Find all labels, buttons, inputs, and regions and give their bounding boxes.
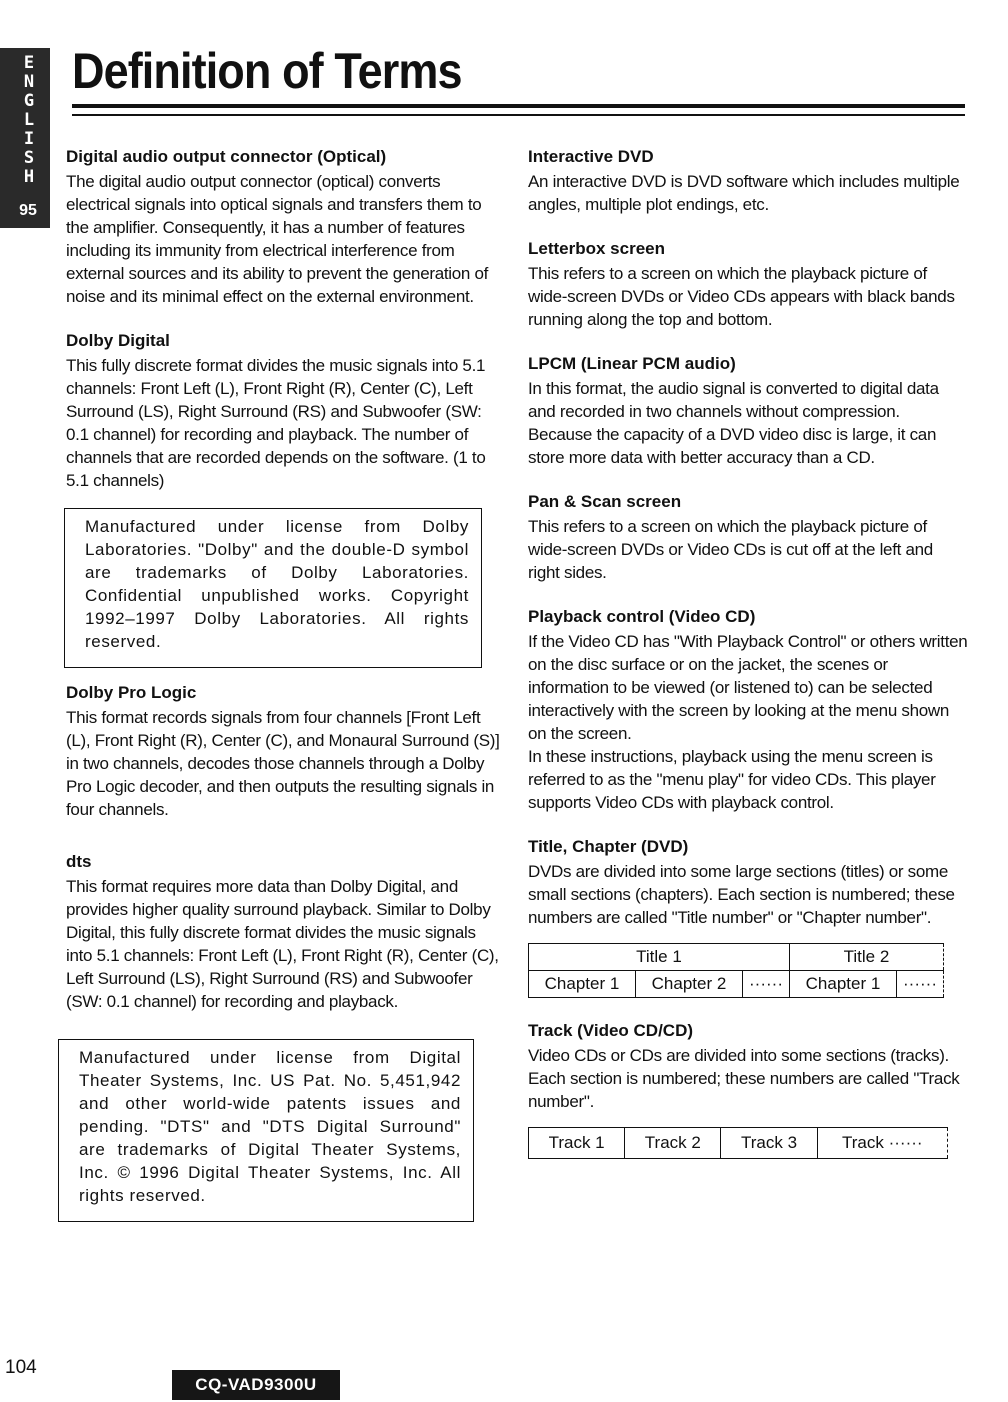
term-body: This refers to a screen on which the playback picture of wide-screen DVDs or Video CDs appears with black bands running along the top and bottom.: [528, 264, 955, 329]
term-track: [528, 1020, 968, 1113]
term-letterbox-screen: [528, 238, 968, 331]
page-title: Definition of Terms: [72, 43, 462, 99]
term-body: This refers to a screen on which the playback picture of wide-screen DVDs or Video CDs is cut off at the left and right sides.: [528, 517, 933, 582]
term-dolby-pro-logic: [66, 682, 502, 821]
diagram-title-row: [529, 944, 944, 971]
language-letters: [14, 54, 44, 187]
term-title-chapter: [528, 836, 968, 929]
track-diagram: [528, 1127, 948, 1159]
term-body: The digital audio output connector (optical) converts electrical signals into optical signals and transfers them to the amplifier. Consequently, it has a number of features including its immunity from electrical interference from external sources and its ability to prevent the generation of noise and its minimal effect on the external environment.: [66, 172, 489, 306]
term-body: In this format, the audio signal is converted to digital data and recorded in two channels without compression. Because the capacity of a DVD video disc is large, it can store more data with better accuracy than a CD.: [528, 379, 939, 467]
language-letter: N: [23, 72, 35, 92]
language-letter: E: [23, 53, 35, 73]
term-body-continued: In these instructions, playback using the menu screen is referred to as the "menu play" for video CDs. This player supports Video CDs with playback control.: [528, 747, 936, 812]
section-number: 95: [19, 202, 37, 219]
term-dts: [66, 851, 502, 1013]
diagram-chapter-cell: Chapter 2: [636, 971, 743, 998]
term-heading: Track (Video CD/CD): [528, 1021, 694, 1040]
diagram-title-cell: Title 2: [790, 944, 944, 971]
diagram-chapter-cell: ······: [743, 971, 790, 998]
term-heading: Dolby Pro Logic: [66, 683, 197, 702]
term-body: This format requires more data than Dolby Digital, and provides higher quality surround playback. Similar to Dolby Digital, this fully discrete format divides the music signals into 5.1 channels: Front Left (L), Front Right (R), Center (C), Left Surround (LS), Right Surround (RS) and Subwoofer (SW: 0.1 channel) for recording and playback.: [66, 877, 499, 1011]
diagram-track-cell: Track ······: [817, 1128, 947, 1159]
language-letter: G: [23, 91, 35, 111]
title-rule-thin: [72, 114, 965, 116]
term-heading: Pan & Scan screen: [528, 492, 682, 511]
language-letter: L: [23, 110, 35, 130]
model-badge: CQ-VAD9300U: [172, 1370, 340, 1400]
term-dolby-digital: [66, 330, 502, 492]
right-column: [528, 146, 968, 1181]
diagram-chapter-cell: Chapter 1: [790, 971, 897, 998]
language-letter: S: [23, 148, 35, 168]
term-heading: Digital audio output connector (Optical): [66, 147, 387, 166]
title-chapter-diagram: [528, 943, 944, 998]
term-optical-connector: [66, 146, 502, 308]
page-number: 104: [5, 1357, 37, 1378]
term-heading: dts: [66, 852, 92, 871]
language-letter: H: [23, 167, 35, 187]
diagram-chapter-row: [529, 971, 944, 998]
term-body: If the Video CD has "With Playback Control" or others written on the disc surface or on the jacket, the scenes or information to be viewed (or listened to) can be selected interactively with the screen by looking at the menu shown on the screen.: [528, 632, 968, 743]
term-lpcm: [528, 353, 968, 469]
diagram-chapter-cell: ······: [897, 971, 944, 998]
left-column: [66, 146, 502, 1236]
term-pan-scan-screen: [528, 491, 968, 584]
language-side-tab: [0, 48, 50, 228]
diagram-title-cell: Title 1: [529, 944, 790, 971]
diagram-track-cell: Track 2: [625, 1128, 721, 1159]
dolby-license-notice: Manufactured under license from Dolby Laboratories. "Dolby" and the double-D symbol are trademarks of Dolby Laboratories. Confidential unpublished works. Copyright 1992–1997 Dolby Laboratories. All rights reserved.: [64, 508, 482, 668]
language-letter: I: [23, 129, 35, 149]
term-heading: Letterbox screen: [528, 239, 665, 258]
term-heading: Playback control (Video CD): [528, 607, 756, 626]
term-heading: Dolby Digital: [66, 331, 170, 350]
term-heading: LPCM (Linear PCM audio): [528, 354, 736, 373]
term-body: This format records signals from four channels [Front Left (L), Front Right (R), Center (C), and Monaural Surround (S)] in two channels, decodes those channels through a Dolby Pro Logic decoder, and then outputs the resulting signals in four channels.: [66, 708, 500, 819]
term-body: An interactive DVD is DVD software which includes multiple angles, multiple plot endings, etc.: [528, 172, 960, 214]
term-body: This fully discrete format divides the music signals into 5.1 channels: Front Left (L), Front Right (R), Center (C), Left Surround (LS), Right Surround (RS) and Subwoofer (SW: 0.1 channel) for recording and playback. The number of channels that are recorded depends on the software. (1 to 5.1 channels): [66, 356, 486, 490]
term-heading: Interactive DVD: [528, 147, 654, 166]
diagram-track-row: [529, 1128, 948, 1159]
term-body: Video CDs or CDs are divided into some sections (tracks). Each section is numbered; these numbers are called "Track number".: [528, 1046, 960, 1111]
diagram-track-cell: Track 3: [721, 1128, 817, 1159]
term-playback-control: [528, 606, 968, 814]
title-rule-thick: [72, 104, 965, 108]
diagram-chapter-cell: Chapter 1: [529, 971, 636, 998]
dts-license-notice: Manufactured under license from Digital Theater Systems, Inc. US Pat. No. 5,451,942 and other world-wide patents issues and pending. "DTS" and "DTS Digital Surround" are trademarks of Digital Theater Systems, Inc. © 1996 Digital Theater Systems, Inc. All rights reserved.: [58, 1039, 474, 1222]
diagram-track-cell: Track 1: [529, 1128, 625, 1159]
term-body: DVDs are divided into some large sections (titles) or some small sections (chapters). Each section is numbered; these numbers are called "Title number" or "Chapter number".: [528, 862, 955, 927]
term-interactive-dvd: [528, 146, 968, 216]
term-heading: Title, Chapter (DVD): [528, 837, 689, 856]
